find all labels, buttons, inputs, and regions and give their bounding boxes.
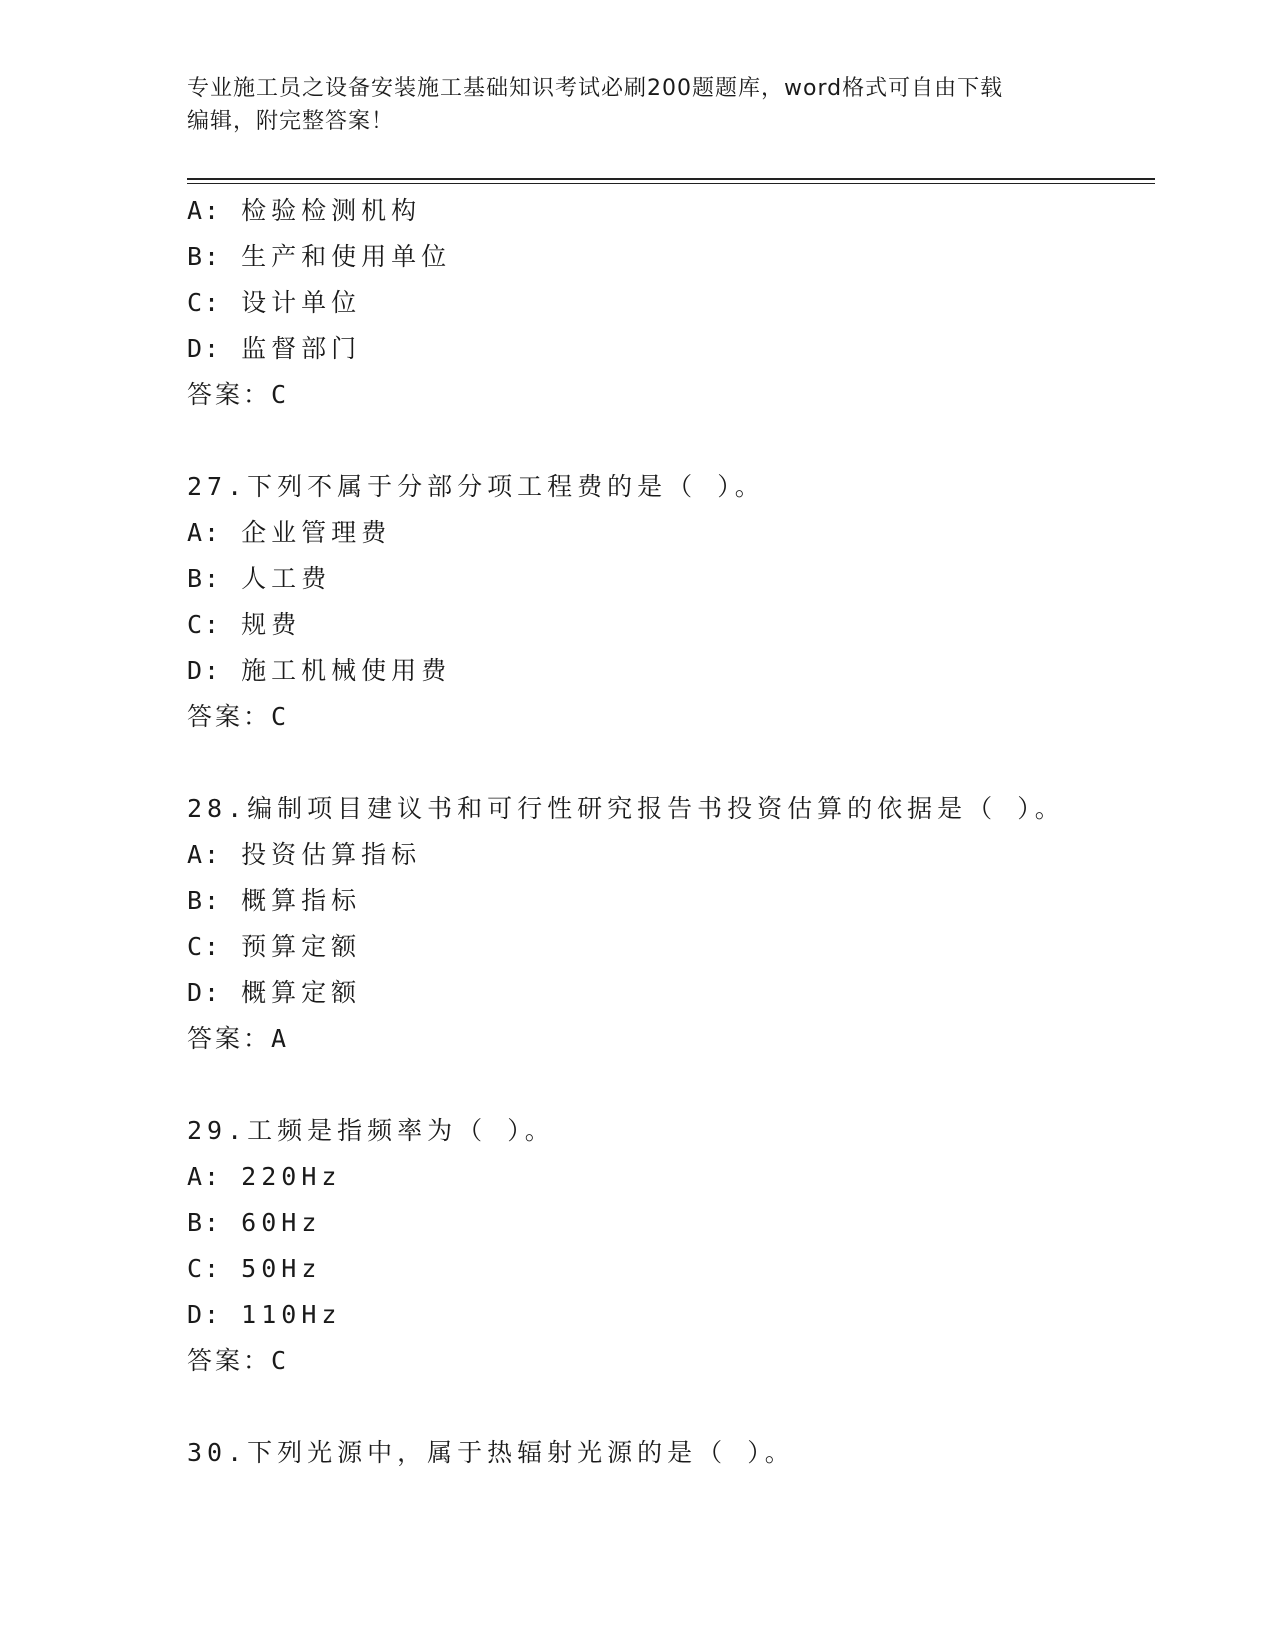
option-text: 概算指标 [241,886,362,915]
option-b [187,234,1155,280]
answer-value: C [271,702,290,731]
option-a [187,510,1155,556]
option-label: C: [187,1254,222,1283]
question-block [187,188,1155,418]
option-label: D: [187,978,222,1007]
option-label: C: [187,932,222,961]
option-text: 规费 [241,610,302,639]
option-text: 检验检测机构 [241,196,422,225]
option-b [187,878,1155,924]
option-a [187,1154,1155,1200]
option-text: 投资估算指标 [241,840,422,869]
option-label: A: [187,196,222,225]
question-text: 28.编制项目建议书和可行性研究报告书投资估算的依据是（ ）。 [187,794,1065,823]
answer-line [187,1016,1155,1062]
question-text: 27.下列不属于分部分项工程费的是（ ）。 [187,472,765,501]
answer-value: C [271,1346,290,1375]
option-c [187,602,1155,648]
question-list [187,188,1155,1476]
answer-label: 答案： [187,380,272,409]
option-label: B: [187,886,222,915]
option-text: 50Hz [241,1254,322,1283]
option-label: C: [187,610,222,639]
option-a [187,832,1155,878]
spacer [187,1062,1155,1108]
option-c [187,1246,1155,1292]
option-label: A: [187,840,222,869]
question-block [187,786,1155,1062]
option-label: D: [187,1300,222,1329]
option-text: 220Hz [241,1162,342,1191]
option-d [187,1292,1155,1338]
option-label: B: [187,564,222,593]
option-label: A: [187,1162,222,1191]
option-d [187,970,1155,1016]
answer-label: 答案： [187,1346,272,1375]
title-line-1: 专业施工员之设备安装施工基础知识考试必刷200题题库，word格式可自由下载 [187,76,1004,101]
option-label: B: [187,242,222,271]
option-text: 设计单位 [241,288,362,317]
spacer [187,1384,1155,1430]
answer-line [187,372,1155,418]
option-text: 60Hz [241,1208,322,1237]
option-text: 监督部门 [241,334,362,363]
title-line-2: 编辑，附完整答案！ [187,109,395,134]
option-text: 生产和使用单位 [241,242,452,271]
question-block [187,1108,1155,1384]
title-divider-thin [187,183,1155,184]
option-text: 人工费 [241,564,332,593]
document-title [187,72,1087,138]
title-divider-thick [187,178,1155,180]
answer-line [187,1338,1155,1384]
spacer [187,740,1155,786]
spacer [187,418,1155,464]
option-b [187,1200,1155,1246]
question-block [187,464,1155,740]
option-c [187,924,1155,970]
question-text: 30.下列光源中，属于热辐射光源的是（ ）。 [187,1438,795,1467]
option-label: D: [187,334,222,363]
option-text: 概算定额 [241,978,362,1007]
question-block [187,1430,1155,1476]
question-text: 29.工频是指频率为（ ）。 [187,1116,555,1145]
option-text: 预算定额 [241,932,362,961]
option-text: 110Hz [241,1300,342,1329]
answer-label: 答案： [187,1024,272,1053]
answer-line [187,694,1155,740]
answer-label: 答案： [187,702,272,731]
option-label: B: [187,1208,222,1237]
option-text: 企业管理费 [241,518,392,547]
option-label: A: [187,518,222,547]
option-label: D: [187,656,222,685]
option-c [187,280,1155,326]
option-label: C: [187,288,222,317]
answer-value: C [271,380,290,409]
option-d [187,326,1155,372]
option-d [187,648,1155,694]
option-a [187,188,1155,234]
option-text: 施工机械使用费 [241,656,452,685]
answer-value: A [271,1024,290,1053]
option-b [187,556,1155,602]
